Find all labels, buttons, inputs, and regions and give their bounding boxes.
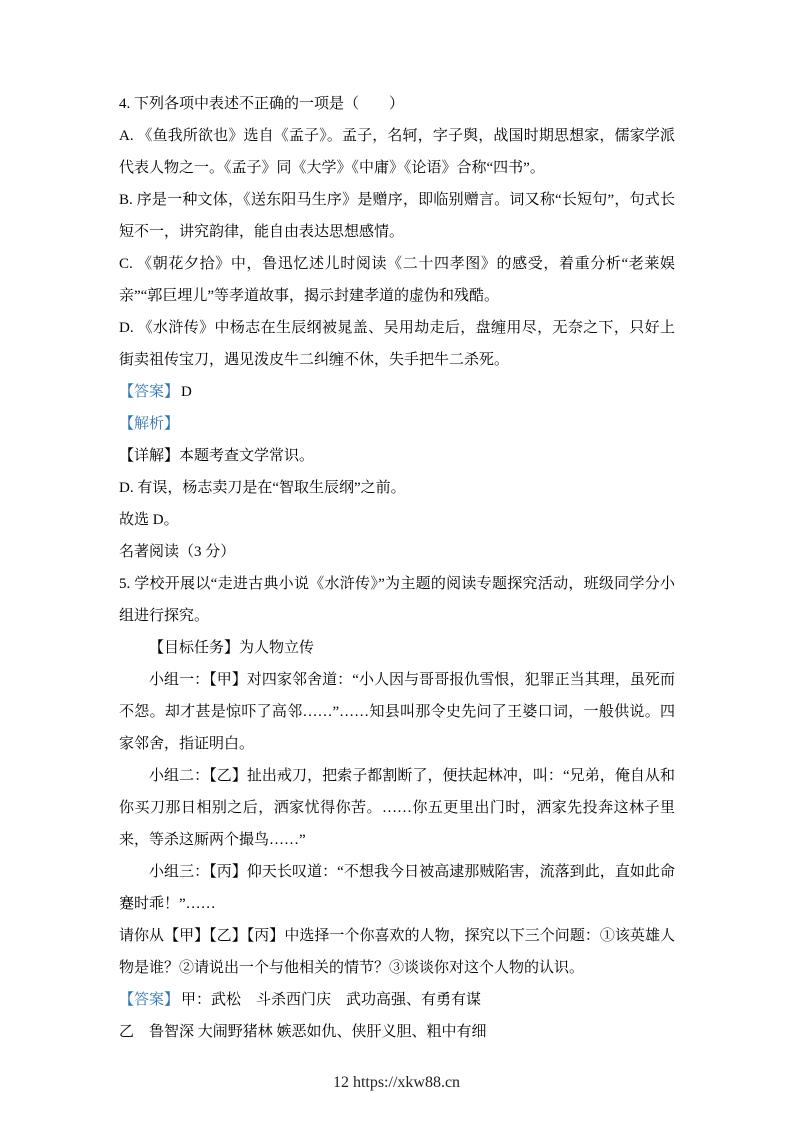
section-heading: 名著阅读（3 分） (119, 544, 236, 560)
analysis-4-line (119, 408, 675, 440)
page-footer (0, 1074, 793, 1092)
answer-5-line (119, 984, 675, 1016)
question-4-option-c: C. 《朝花夕拾》中，鲁迅忆述儿时阅读《二十四孝图》的感受，着重分析“老莱娱亲”“郭巨埋儿”等孝道故事，揭示封建孝道的虚伪和残酷。 (119, 256, 675, 304)
answer-5-value: 甲：武松 斗杀西门庆 武功高强、有勇有谋 (181, 992, 482, 1008)
question-5-group-2: 小组二：【乙】扯出戒刀，把索子都割断了，便扶起林冲，叫：“兄弟，俺自从和你买刀那日相别之后，洒家忧得你苦。……你五更里出门时，洒家先投奔这林子里来，等杀这厮两个撮鸟……” (119, 768, 675, 848)
footer-url: https://xkw88.cn (352, 1074, 461, 1091)
question-4-option-a: A. 《鱼我所欲也》选自《孟子》。孟子，名轲，字子舆，战国时期思想家，儒家学派代表人物之一。《孟子》同《大学》《中庸》《论语》合称“四书”。 (119, 128, 675, 176)
question-4-stem: 4. 下列各项中表述不正确的一项是（ ） (119, 96, 405, 112)
answer-4-label: 【答案】 (119, 384, 180, 400)
answer-5-line-2: 乙 鲁智深 大闹野猪林 嫉恶如仇、侠肝义胆、粗中有细 (119, 1024, 487, 1040)
page-number: 12 (332, 1074, 349, 1091)
detail-4-explanation: 【详解】本题考查文学常识。 (119, 448, 315, 464)
question-4-option-b: B. 序是一种文体，《送东阳马生序》是赠序，即临别赠言。词又称“长短句”，句式长短不一，讲究韵律，能自由表达思想感情。 (119, 192, 675, 240)
answer-4-line (119, 376, 675, 408)
detail-4-error-note: D. 有误，杨志卖刀是在“智取生辰纲”之前。 (119, 480, 406, 496)
detail-4-conclusion: 故选 D。 (119, 512, 179, 528)
question-5-group-1: 小组一：【甲】对四家邻舍道：“小人因与哥哥报仇雪恨，犯罪正当其理，虽死而不怨。却才甚是惊吓了高邻……”……知县叫那令史先问了王婆口词，一般供说。四家邻舍，指证明白。 (119, 672, 675, 752)
question-5-group-3: 小组三：【丙】仰天长叹道：“不想我今日被高逮那贼陷害，流落到此，直如此命蹇时乖！”…… (119, 864, 675, 912)
question-5-exploration: 请你从【甲】【乙】【丙】中选择一个你喜欢的人物，探究以下三个问题：①该英雄人物是谁？②请说出一个与他相关的情节？③谈谈你对这个人物的认识。 (119, 928, 675, 976)
answer-5-label: 【答案】 (119, 992, 180, 1008)
document-content (119, 88, 675, 1048)
question-5-stem: 5. 学校开展以“走进古典小说《水浒传》”为主题的阅读专题探究活动，班级同学分小组进行探究。 (119, 576, 675, 624)
analysis-4-label: 【解析】 (119, 416, 180, 432)
answer-4-value: D (181, 384, 192, 400)
question-5-target-task: 【目标任务】为人物立传 (149, 640, 315, 656)
question-4-option-d: D. 《水浒传》中杨志在生辰纲被晁盖、吴用劫走后，盘缠用尽，无奈之下，只好上街卖祖传宝刀，遇见泼皮牛二纠缠不休，失手把牛二杀死。 (119, 320, 675, 368)
